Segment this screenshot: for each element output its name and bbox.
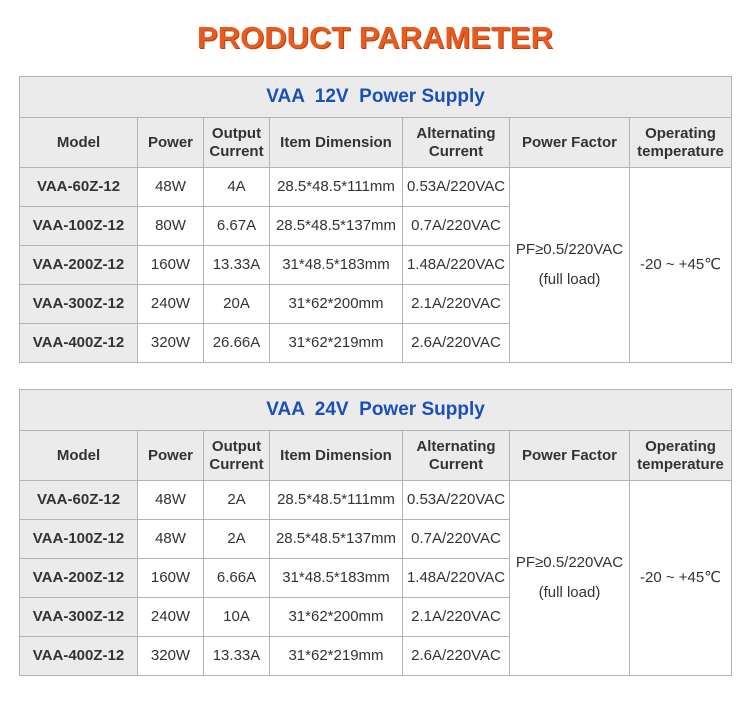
cell-model: VAA-60Z-12 — [20, 168, 138, 207]
cell-dimension: 31*62*200mm — [270, 285, 403, 324]
header-output-current: Output Current — [204, 118, 270, 168]
cell-current: 13.33A — [204, 246, 270, 285]
cell-ac: 2.6A/220VAC — [403, 637, 510, 676]
cell-ac: 0.53A/220VAC — [403, 481, 510, 520]
table-title: VAA 24V Power Supply — [20, 390, 732, 431]
cell-model: VAA-100Z-12 — [20, 520, 138, 559]
cell-ac: 2.1A/220VAC — [403, 285, 510, 324]
cell-model: VAA-100Z-12 — [20, 207, 138, 246]
header-output-current: Output Current — [204, 431, 270, 481]
cell-ac: 0.53A/220VAC — [403, 168, 510, 207]
cell-current: 2A — [204, 481, 270, 520]
cell-dimension: 31*62*219mm — [270, 324, 403, 363]
header-operating-temperature: Operating temperature — [630, 431, 732, 481]
cell-power-factor: PF≥0.5/220VAC (full load) — [510, 168, 630, 363]
table-title-row — [20, 77, 732, 118]
cell-ac: 2.6A/220VAC — [403, 324, 510, 363]
spec-table-24v — [19, 389, 732, 676]
cell-ac: 0.7A/220VAC — [403, 520, 510, 559]
cell-power: 48W — [138, 168, 204, 207]
cell-current: 4A — [204, 168, 270, 207]
table-row — [20, 481, 732, 520]
table-row — [20, 168, 732, 207]
cell-model: VAA-200Z-12 — [20, 559, 138, 598]
cell-power-factor: PF≥0.5/220VAC (full load) — [510, 481, 630, 676]
cell-model: VAA-300Z-12 — [20, 598, 138, 637]
cell-dimension: 31*48.5*183mm — [270, 559, 403, 598]
cell-current: 10A — [204, 598, 270, 637]
spec-table-12v — [19, 76, 732, 363]
cell-ac: 0.7A/220VAC — [403, 207, 510, 246]
cell-current: 2A — [204, 520, 270, 559]
cell-power: 240W — [138, 598, 204, 637]
header-model: Model — [20, 431, 138, 481]
cell-model: VAA-400Z-12 — [20, 324, 138, 363]
header-alternating-current: Alternating Current — [403, 431, 510, 481]
header-operating-temperature: Operating temperature — [630, 118, 732, 168]
header-alternating-current: Alternating Current — [403, 118, 510, 168]
cell-operating-temperature: -20 ~ +45℃ — [630, 481, 732, 676]
table-header-row — [20, 118, 732, 168]
header-power: Power — [138, 118, 204, 168]
header-power-factor: Power Factor — [510, 118, 630, 168]
cell-power: 320W — [138, 324, 204, 363]
header-item-dimension: Item Dimension — [270, 118, 403, 168]
table-title-row — [20, 390, 732, 431]
cell-dimension: 28.5*48.5*137mm — [270, 520, 403, 559]
cell-model: VAA-400Z-12 — [20, 637, 138, 676]
cell-dimension: 28.5*48.5*111mm — [270, 481, 403, 520]
cell-power: 160W — [138, 559, 204, 598]
cell-current: 13.33A — [204, 637, 270, 676]
cell-power: 160W — [138, 246, 204, 285]
cell-current: 20A — [204, 285, 270, 324]
cell-dimension: 31*62*219mm — [270, 637, 403, 676]
header-power-factor: Power Factor — [510, 431, 630, 481]
header-power: Power — [138, 431, 204, 481]
header-item-dimension: Item Dimension — [270, 431, 403, 481]
cell-model: VAA-200Z-12 — [20, 246, 138, 285]
cell-dimension: 31*48.5*183mm — [270, 246, 403, 285]
cell-power: 48W — [138, 520, 204, 559]
cell-operating-temperature: -20 ~ +45℃ — [630, 168, 732, 363]
cell-current: 26.66A — [204, 324, 270, 363]
cell-model: VAA-300Z-12 — [20, 285, 138, 324]
cell-power: 320W — [138, 637, 204, 676]
cell-dimension: 28.5*48.5*137mm — [270, 207, 403, 246]
cell-model: VAA-60Z-12 — [20, 481, 138, 520]
cell-current: 6.66A — [204, 559, 270, 598]
table-title: VAA 12V Power Supply — [20, 77, 732, 118]
cell-dimension: 28.5*48.5*111mm — [270, 168, 403, 207]
cell-ac: 1.48A/220VAC — [403, 246, 510, 285]
cell-ac: 1.48A/220VAC — [403, 559, 510, 598]
cell-power: 80W — [138, 207, 204, 246]
header-model: Model — [20, 118, 138, 168]
table-header-row — [20, 431, 732, 481]
cell-dimension: 31*62*200mm — [270, 598, 403, 637]
cell-current: 6.67A — [204, 207, 270, 246]
page-title: PRODUCT PARAMETER — [197, 20, 553, 55]
cell-power: 48W — [138, 481, 204, 520]
cell-ac: 2.1A/220VAC — [403, 598, 510, 637]
cell-power: 240W — [138, 285, 204, 324]
